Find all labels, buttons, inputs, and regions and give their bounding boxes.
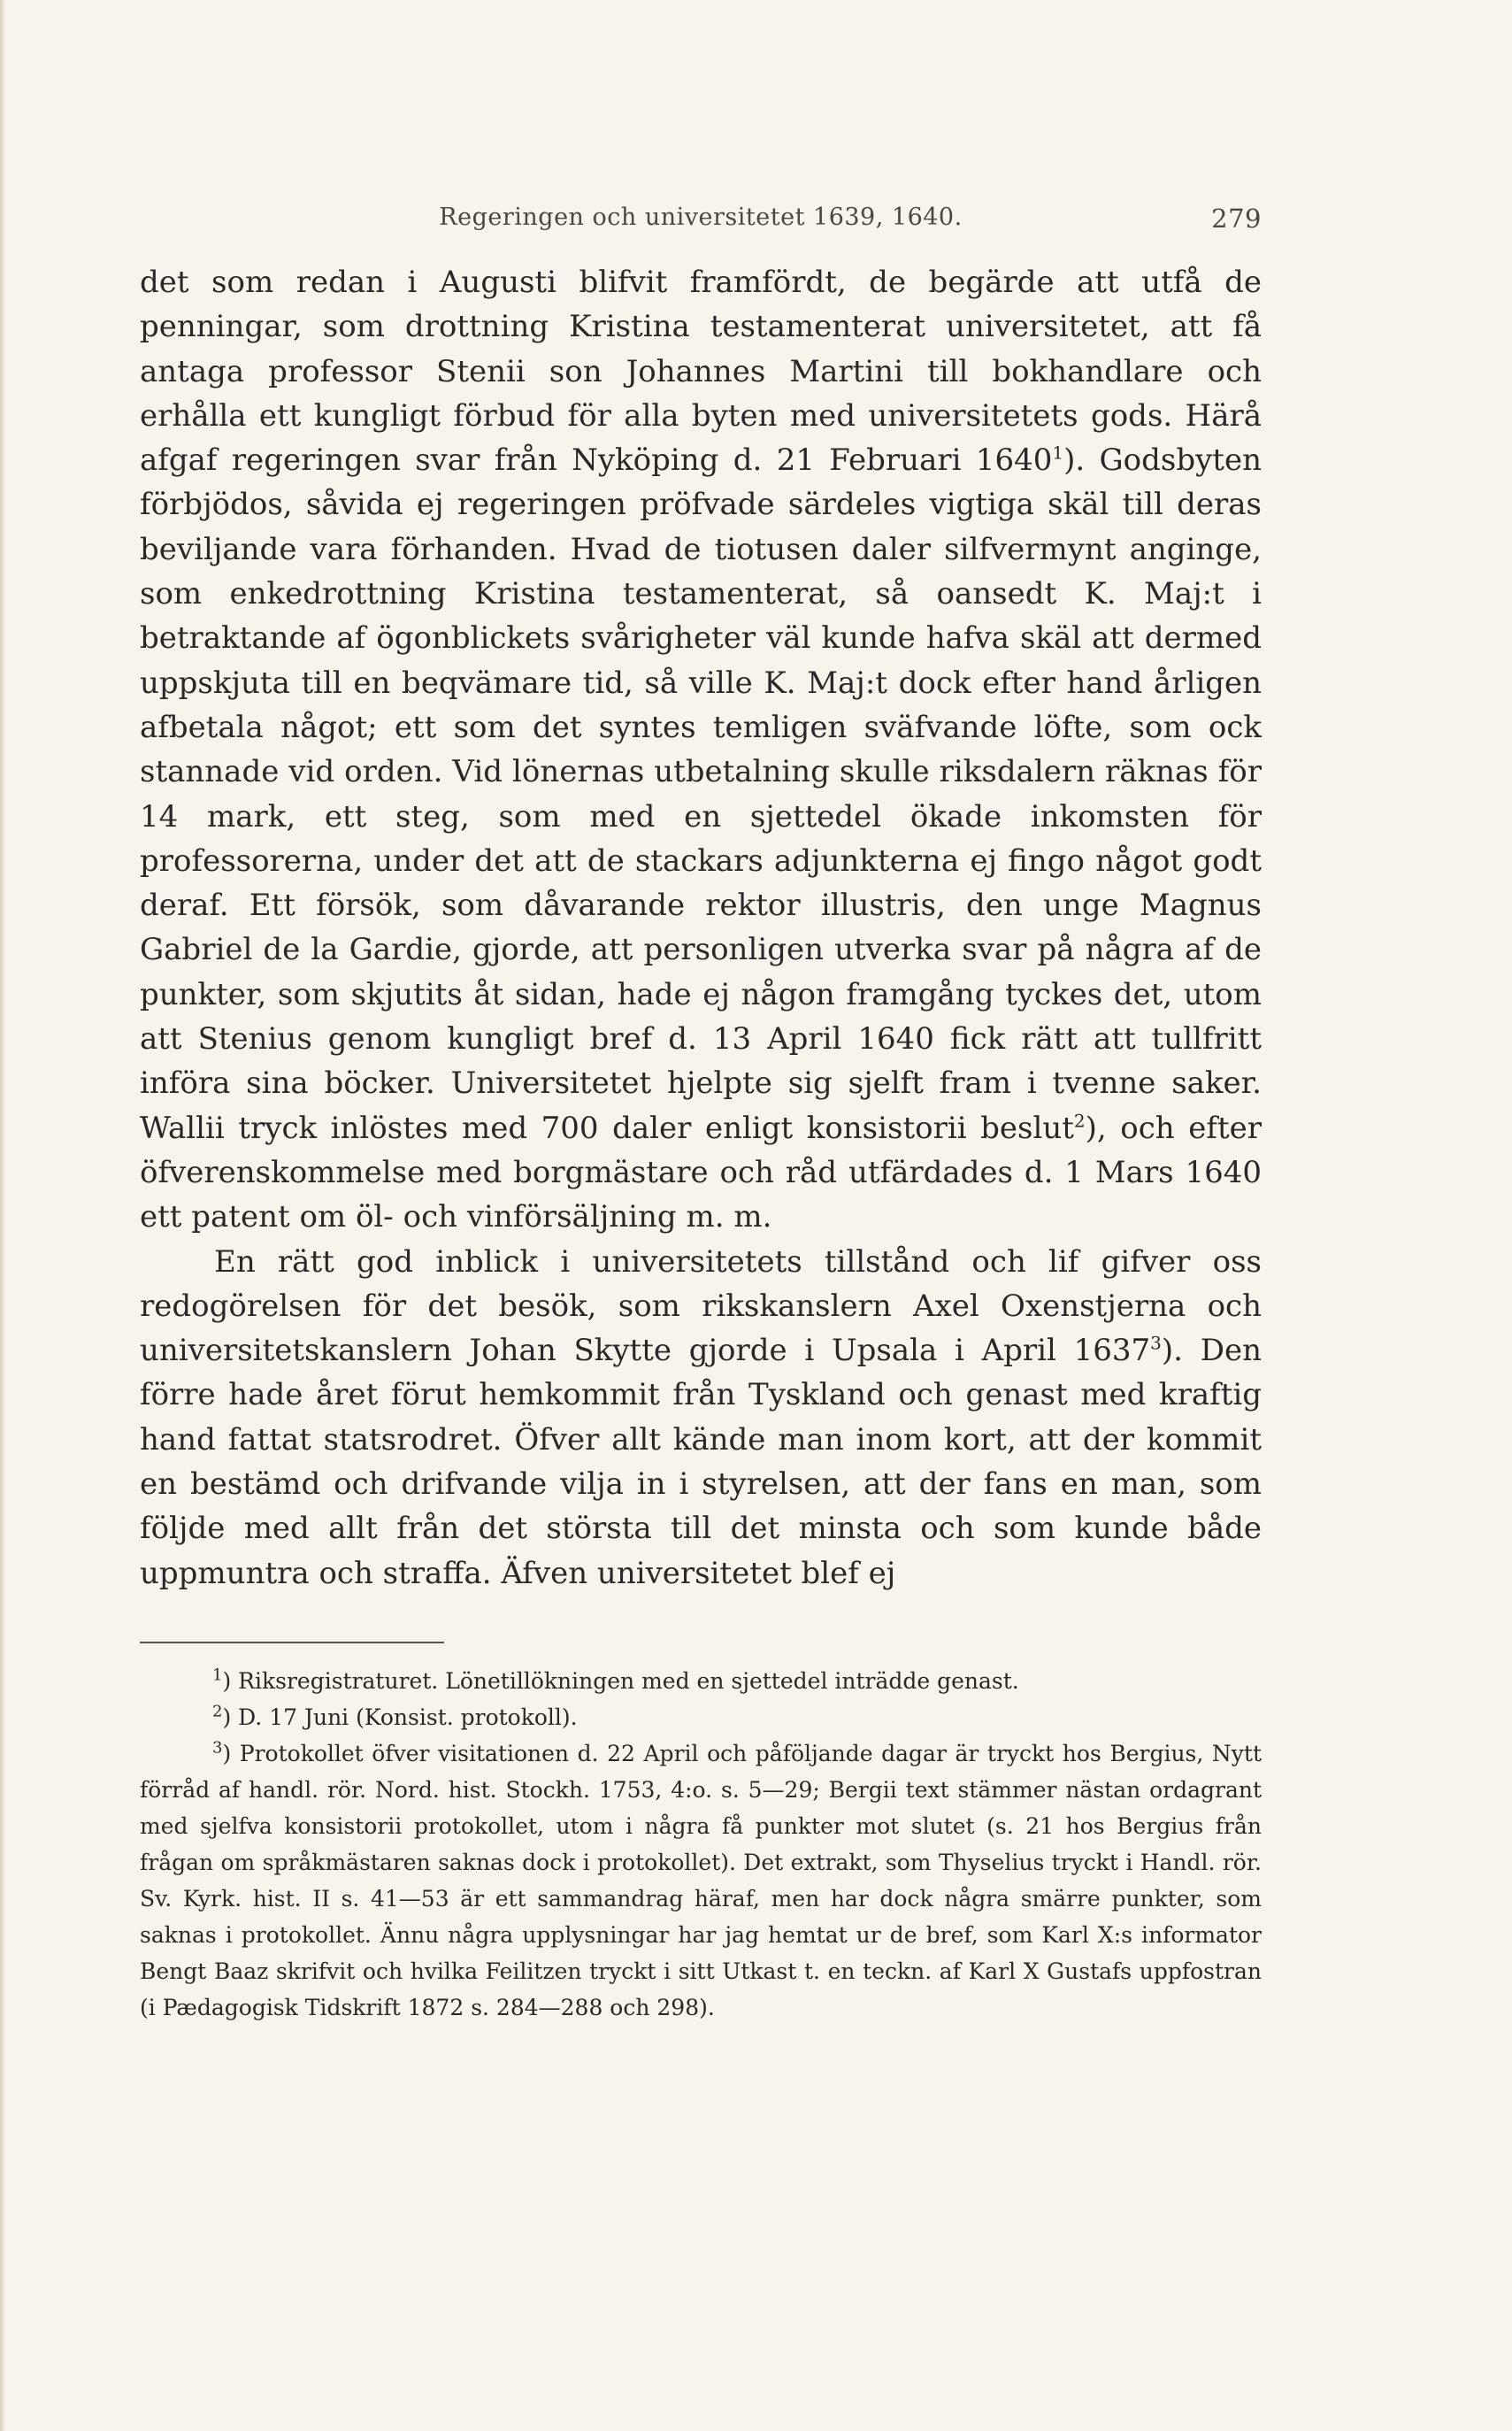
- body-text: [140, 260, 1262, 1596]
- footnote-text: ) Riksregistraturet. Lönetillökningen med en sjettedel inträdde genast.: [222, 1667, 1019, 1694]
- paragraph-text: ), och efter öfverenskommelse med borgmästare och råd utfärdades d. 1 Mars 1640 ett patent om öl- och vinförsäljning m. m.: [140, 1110, 1262, 1235]
- footnote: [140, 1699, 1262, 1735]
- paragraph-text: ). Godsbyten förbjödos, såvida ej regeringen pröfvade särdeles vigtiga skäl till deras beviljande vara förhanden. Hvad de tiotusen daler silfvermynt anginge, som enkedrottning Kristina testamenterat, så oansedt K. Maj:t i betraktande af ögonblickets svårigheter väl kunde hafva skäl att dermed uppskjuta till en beqvämare tid, så ville K. Maj:t dock efter hand årligen afbetala något; ett som det syntes temligen sväfvande löfte, som ock stannade vid orden. Vid lönernas utbetalning skulle riksdalern räknas för 14 mark, ett steg, som med en sjettedel ökade inkomsten för professorerna, under det att de stackars adjunkterna ej fingo något godt deraf. Ett försök, som dåvarande rektor illustris, den unge Magnus Gabriel de la Gardie, gjorde, att personligen utverka svar på några af de punkter, som skjutits åt sidan, hade ej någon framgång tyckes det, utom att Stenius genom kungligt bref d. 13 April 1640 fick rätt att tullfritt införa sina böcker. Universitetet hjelpte sig sjelft fram i tvenne saker. Wallii tryck inlöstes med 700 daler enligt konsistorii beslut: [140, 442, 1262, 1146]
- paragraph-text: det som redan i Augusti blifvit framfördt, de begärde att utfå de penningar, som drottning Kristina testamenterat universitetet, att få antaga professor Stenii son Johannes Martini till bokhandlare och erhålla ett kungligt förbud för alla byten med universitetets gods. Härå afgaf regeringen svar från Nyköping d. 21 Februari 1640: [140, 265, 1262, 479]
- paragraph-text: En rätt god inblick i universitetets tillstånd och lif gifver oss redogörelsen för det besök, som rikskanslern Axel Oxenstjerna och universitetskanslern Johan Skytte gjorde i Upsala i April 1637: [140, 1243, 1262, 1369]
- footnote-mark: 2: [212, 1702, 223, 1721]
- footnote-mark: 3: [212, 1738, 223, 1758]
- page-edge: [0, 0, 5, 2431]
- page-number: 279: [1211, 204, 1262, 234]
- footnote-ref: 1: [1052, 442, 1064, 464]
- footnote-ref: 3: [1150, 1332, 1162, 1354]
- footnote-ref: 2: [1073, 1110, 1086, 1132]
- footnote: [140, 1735, 1262, 2026]
- running-head: [140, 196, 1262, 241]
- running-head-title: Regeringen och universitetet 1639, 1640.: [439, 204, 963, 231]
- paragraph: [140, 1240, 1262, 1596]
- paragraph-text: ). Den förre hade året förut hemkommit från Tyskland och genast med kraftig hand fattat statsrodret. Öfver allt kände man inom kort, att der kommit en bestämd och drifvande vilja in i styrelsen, att der fans en man, som följde med allt från det största till det minsta och som kunde både uppmuntra och straffa. Äfven universitetet blef ej: [140, 1333, 1262, 1591]
- footnotes: [140, 1663, 1262, 2026]
- footnote-text: ) D. 17 Juni (Konsist. protokoll).: [222, 1704, 578, 1730]
- footnote-divider: [140, 1642, 444, 1643]
- footnote: [140, 1663, 1262, 1699]
- footnote-text: ) Protokollet öfver visitationen d. 22 April och påföljande dagar är tryckt hos Bergius, Nytt förråd af handl. rör. Nord. hist. Stockh. 1753, 4:o. s. 5—29; Bergii text stämmer nästan ordagrant med sjelfva konsistorii protokollet, utom i några få punkter mot slutet (s. 21 hos Bergius från frågan om språkmästaren saknas dock i protokollet). Det extrakt, som Thyselius tryckt i Handl. rör. Sv. Kyrk. hist. II s. 41—53 är ett sammandrag häraf, men har dock några smärre punkter, som saknas i protokollet. Ännu några upplysningar har jag hemtat ur de bref, som Karl X:s informator Bengt Baaz skrifvit och hvilka Feilitzen tryckt i sitt Utkast t. en teckn. af Karl X Gustafs uppfostran (i Pædagogisk Tidskrift 1872 s. 284—288 och 298).: [140, 1740, 1262, 2020]
- book-page: [140, 196, 1262, 2026]
- footnote-mark: 1: [212, 1666, 223, 1685]
- paragraph: [140, 260, 1262, 1240]
